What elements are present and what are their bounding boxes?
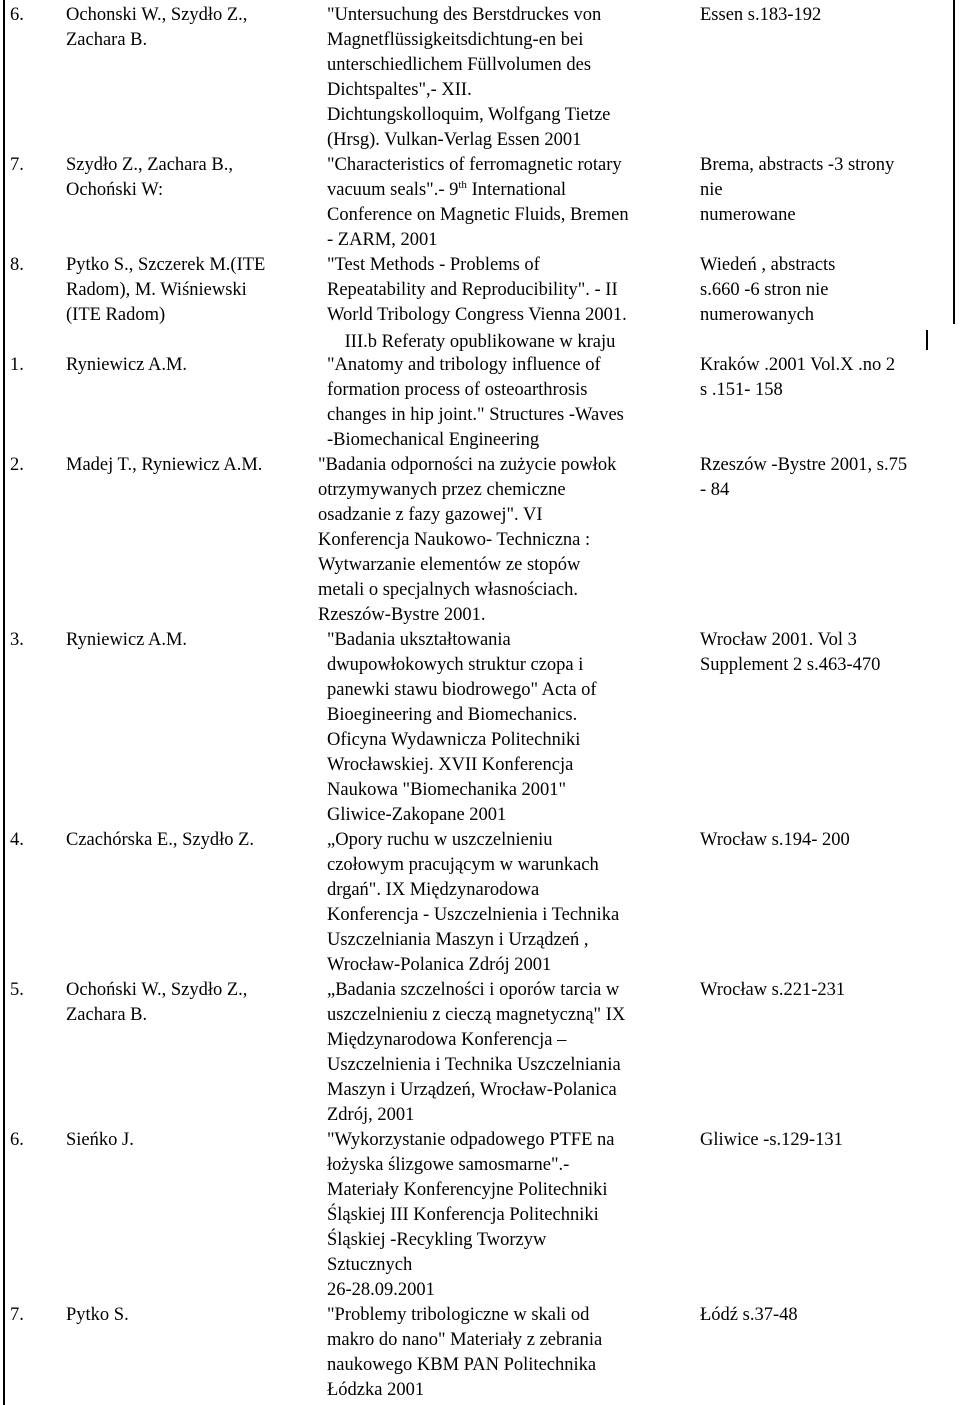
entry-title: "Badania ukształtowania dwupowłokowych struktur czopa i panewki stawu biodrowego" Acta of Bioegineering and Biomechanics. Oficyna Wydawnicza Politechniki Wrocławskiej. XVII Konferencja Naukowa "Biomechanika 2001" Gliwice-Zakopane 2001: [327, 630, 597, 825]
entry-source: Wrocław s.221-231: [700, 980, 846, 1000]
entry-source: Gliwice -s.129-131: [700, 1130, 843, 1150]
entry-title: "Badania odporności na zużycie powłok otrzymywanych przez chemiczne osadzanie z fazy gazowej". VI Konferencja Naukowo- Techniczna : Wytwarzanie elementów ze stopów metali o specjalnych własnościach. Rzeszów-Bystre 2001.: [318, 455, 617, 625]
entry-source: Kraków .2001 Vol.X .no 2 s .151- 158: [700, 355, 896, 400]
entry-title-part: International Conference on Magnetic Fluids, Bremen - ZARM, 2001: [327, 180, 629, 250]
entry-number: 2.: [10, 455, 24, 475]
entry-source: Rzeszów -Bystre 2001, s.75 - 84: [700, 455, 908, 500]
table-right-border: [953, 0, 955, 324]
entry-number: 5.: [10, 980, 24, 1000]
entry-title: "Untersuchung des Berstdruckes von Magnetflüssigkeitsdichtung-en bei unterschiedlichem Füllvolumen des Dichtspaltes",- XII. Dichtungskolloquim, Wolfgang Tietze (Hrsg). Vulkan-Verlag Essen 2001: [327, 5, 611, 150]
entry-title-part: "Characteristics of ferromagnetic rotary vacuum seals".- 9: [327, 155, 622, 200]
entry-title: "Problemy tribologiczne w skali od makro do nano" Materiały z zebrania naukowego KBM PAN Politechnika Łódzka 2001: [327, 1305, 603, 1400]
entry-authors: Sieńko J.: [66, 1130, 134, 1150]
entry-number: 3.: [10, 630, 24, 650]
entry-authors: Ochoński W., Szydło Z., Zachara B.: [66, 980, 248, 1025]
entry-number: 7.: [10, 155, 24, 175]
entry-title: "Anatomy and tribology influence of formation process of osteoarthrosis changes in hip joint." Structures -Waves -Biomechanical Engineering: [327, 355, 624, 450]
entry-number: 7.: [10, 1305, 24, 1325]
section-heading: III.b Referaty opublikowane w kraju: [344, 332, 616, 352]
entry-source: Wrocław 2001. Vol 3 Supplement 2 s.463-470: [700, 630, 881, 675]
entry-number: 6.: [10, 5, 24, 25]
entry-authors: Madej T., Ryniewicz A.M.: [66, 455, 263, 475]
entry-authors: Czachórska E., Szydło Z.: [66, 830, 255, 850]
entry-source: Wiedeń , abstracts s.660 -6 stron nie numerowanych: [700, 255, 836, 325]
entry-authors: Pytko S.: [66, 1305, 129, 1325]
entry-title: „Badania szczelności i oporów tarcia w uszczelnieniu z cieczą magnetyczną" IX Międzynarodowa Konferencja – Uszczelnienia i Technika Uszczelniania Maszyn i Urządzeń, Wrocław-Polanica Zdrój, 2001: [327, 980, 626, 1125]
entry-title: [327, 153, 697, 253]
entry-title: „Opory ruchu w uszczelnieniu czołowym pracującym w warunkach drgań". IX Międzynarodowa Konferencja - Uszczelnienia i Technika Uszczelniania Maszyn i Urządzeń , Wrocław-Polanica Zdrój 2001: [327, 830, 620, 975]
entry-authors: Pytko S., Szczerek M.(ITE Radom), M. Wiśniewski (ITE Radom): [66, 255, 266, 325]
ordinal-suffix: th: [458, 178, 467, 191]
entry-authors: Szydło Z., Zachara B., Ochoński W:: [66, 155, 233, 200]
entry-source: Essen s.183-192: [700, 5, 822, 25]
entry-number: 1.: [10, 355, 24, 375]
entry-source: Łódź s.37-48: [700, 1305, 798, 1325]
entry-title: "Wykorzystanie odpadowego PTFE na łożyska ślizgowe samosmarne".- Materiały Konferencyjne Politechniki Śląskiej III Konferencja Politechniki Śląskiej -Recykling Tworzyw Sztucznych 26-28.09.2001: [327, 1130, 615, 1300]
entry-number: 6.: [10, 1130, 24, 1150]
entry-authors: Ryniewicz A.M.: [66, 630, 188, 650]
entry-number: 4.: [10, 830, 24, 850]
entry-title: "Test Methods - Problems of Repeatability and Reproducibility". - II World Tribology Congress Vienna 2001.: [327, 255, 627, 325]
entry-authors: Ryniewicz A.M.: [66, 355, 188, 375]
entry-number: 8.: [10, 255, 24, 275]
table-left-border: [3, 0, 5, 1405]
entry-source: Wrocław s.194- 200: [700, 830, 850, 850]
entry-source: Brema, abstracts -3 strony nie numerowane: [700, 155, 895, 225]
entry-authors: Ochonski W., Szydło Z., Zachara B.: [66, 5, 248, 50]
